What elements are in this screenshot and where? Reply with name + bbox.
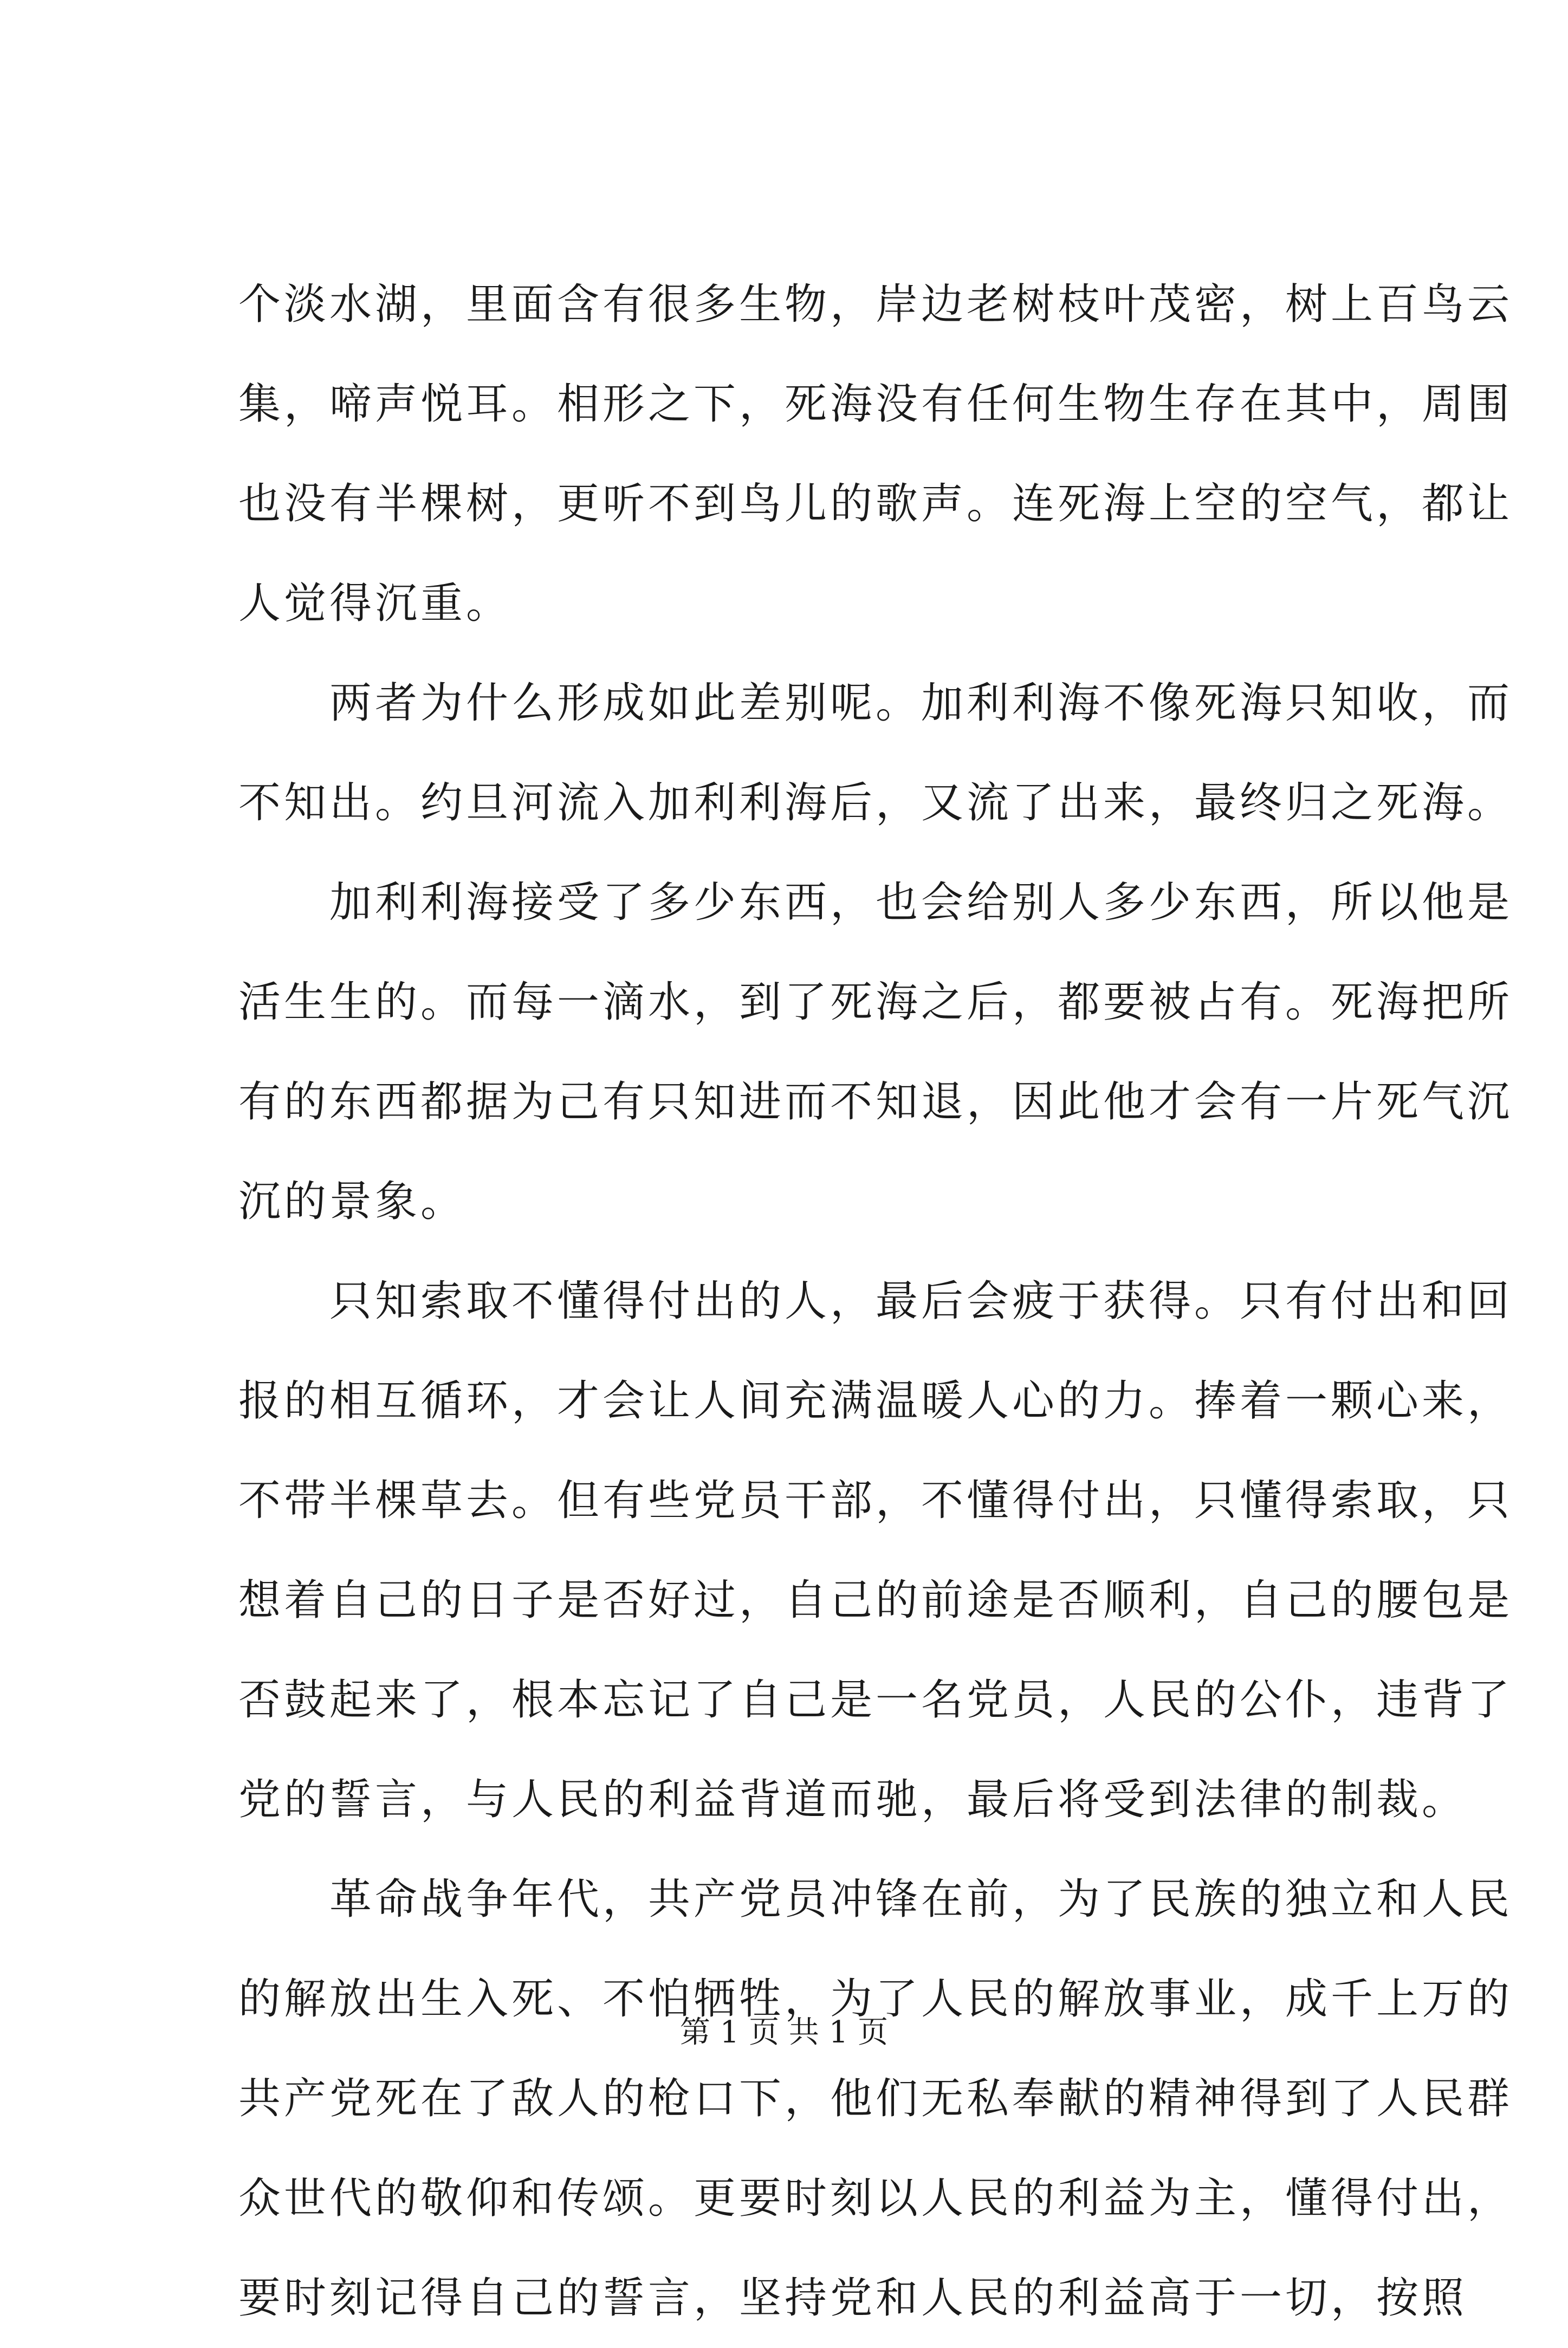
text-line: 活生生的。而每一滴水，到了死海之后，都要被占有。死海把所 xyxy=(238,978,1513,1027)
page-footer: 第 1 页 共 1 页 xyxy=(679,2015,889,2050)
text-line: 否鼓起来了，根本忘记了自己是一名党员，人民的公仆，违背了 xyxy=(238,1676,1513,1724)
text-line: 党的誓言，与人民的利益背道而驰，最后将受到法律的制裁。 xyxy=(238,1775,1468,1824)
text-line: 革命战争年代，共产党员冲锋在前，为了民族的独立和人民 xyxy=(238,1875,1513,1924)
text-line: 集，啼声悦耳。相形之下，死海没有任何生物生存在其中，周围 xyxy=(238,380,1513,429)
text-line: 也没有半棵树，更听不到鸟儿的歌声。连死海上空的空气，都让 xyxy=(238,479,1513,528)
text-line: 人觉得沉重。 xyxy=(238,579,512,628)
text-line: 不带半棵草去。但有些党员干部，不懂得付出，只懂得索取，只 xyxy=(238,1476,1513,1525)
text-line: 共产党死在了敌人的枪口下，他们无私奉献的精神得到了人民群 xyxy=(238,2074,1513,2123)
text-line: 沉的景象。 xyxy=(238,1177,466,1226)
text-line: 报的相互循环，才会让人间充满温暖人心的力。捧着一颗心来， xyxy=(238,1377,1513,1425)
text-line: 两者为什么形成如此差别呢。加利利海不像死海只知收，而 xyxy=(238,679,1513,728)
text-line: 只知索取不懂得付出的人，最后会疲于获得。只有付出和回 xyxy=(238,1277,1513,1326)
text-line: 众世代的敬仰和传颂。更要时刻以人民的利益为主，懂得付出， xyxy=(238,2174,1513,2223)
text-line: 要时刻记得自己的誓言，坚持党和人民的利益高于一切，按照 xyxy=(238,2274,1468,2323)
text-line: 想着自己的日子是否好过，自己的前途是否顺利，自己的腰包是 xyxy=(238,1576,1513,1625)
text-line: 的解放出生入死、不怕牺牲，为了人民的解放事业，成千上万的 xyxy=(238,1975,1513,2023)
text-line: 加利利海接受了多少东西，也会给别人多少东西，所以他是 xyxy=(238,878,1513,927)
text-line: 个淡水湖，里面含有很多生物，岸边老树枝叶茂密，树上百鸟云 xyxy=(238,280,1513,329)
text-line: 有的东西都据为己有只知进而不知退，因此他才会有一片死气沉 xyxy=(238,1078,1513,1126)
text-line: 不知出。约旦河流入加利利海后，又流了出来，最终归之死海。 xyxy=(238,779,1513,827)
